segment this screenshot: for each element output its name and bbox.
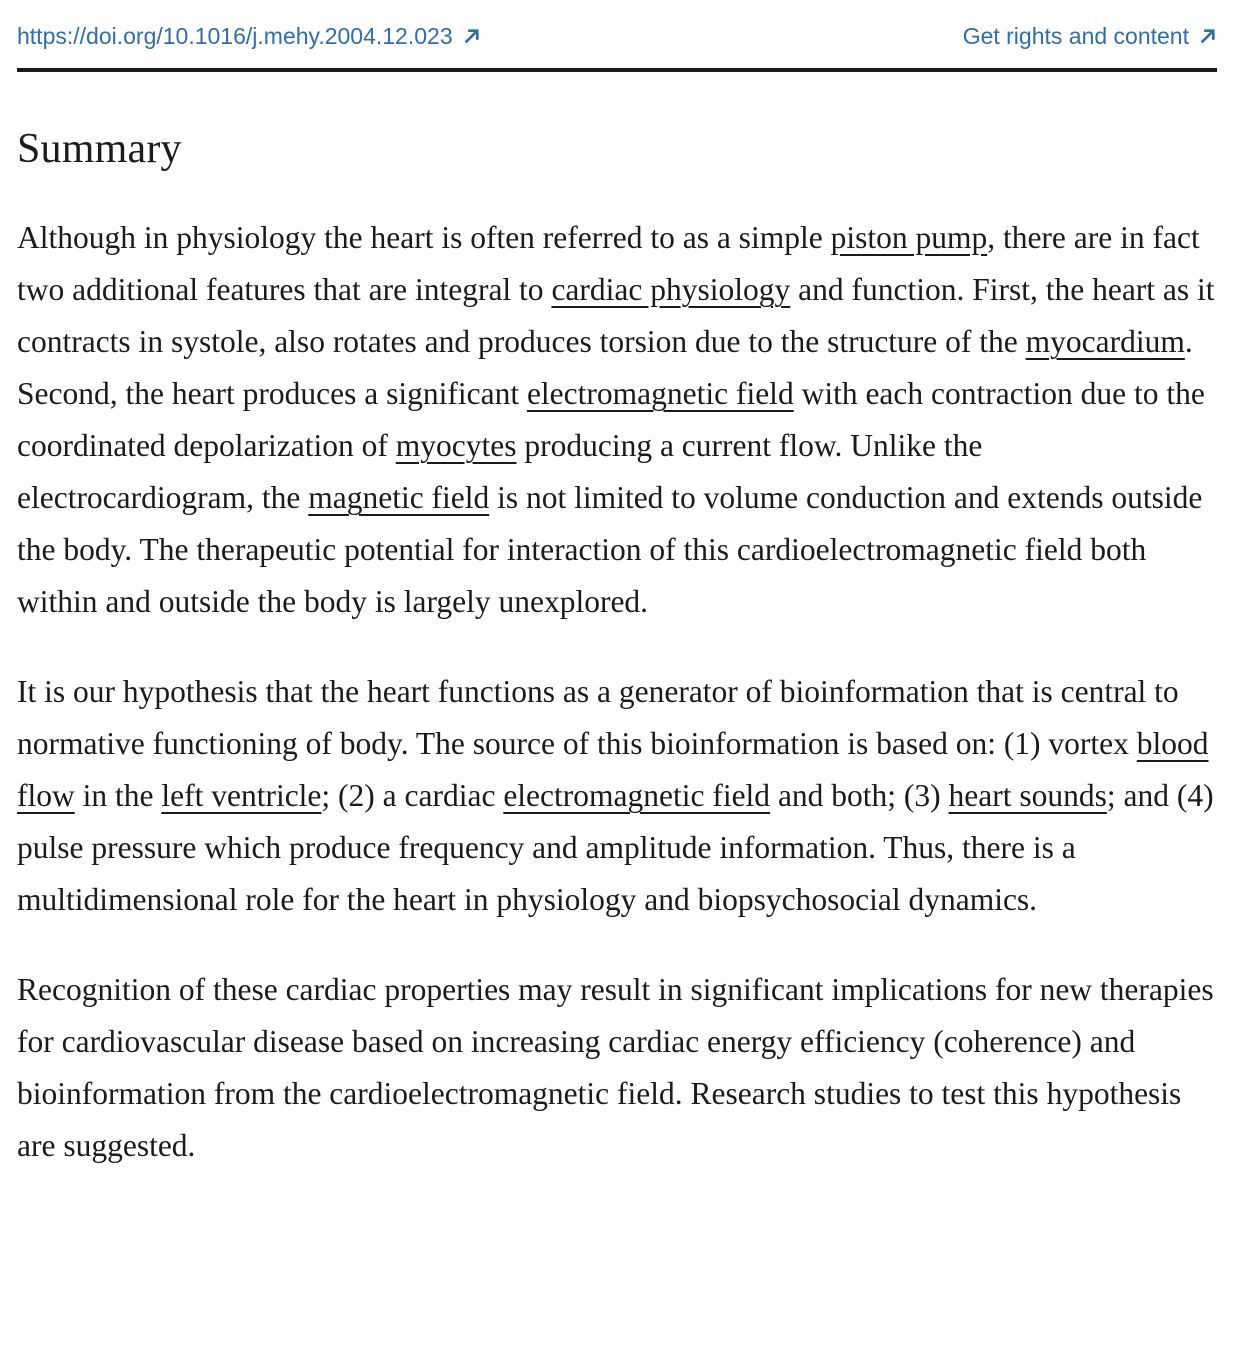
doi-link-label: https://doi.org/10.1016/j.mehy.2004.12.023 xyxy=(17,23,453,49)
section-divider xyxy=(17,68,1217,72)
external-link-arrow-icon xyxy=(462,27,481,46)
inline-term-link[interactable]: myocardium xyxy=(1025,324,1185,359)
abstract-paragraph-3: Recognition of these cardiac properties may result in significant implications for new therapies for cardiovascular disease based on increasing cardiac energy efficiency (coherence) and bioinformation from the cardioelectromagnetic field. Research studies to test this hypothesis are suggested. xyxy=(17,972,1214,1163)
inline-term-link[interactable]: heart sounds xyxy=(948,778,1107,813)
abstract-paragraph-2: It is our hypothesis that the heart functions as a generator of bioinformation that is central to normative functioning of body. The source of this bioinformation is based on: (1) vortex blood flow in the left ventricle; (2) a cardiac electromagnetic field and both; (3) heart sounds; and (4) pulse pressure which produce frequency and amplitude information. Thus, there is a multidimensional role for the heart in physiology and biopsychosocial dynamics. xyxy=(17,674,1214,917)
inline-term-link[interactable]: electromagnetic field xyxy=(503,778,771,813)
abstract-body xyxy=(17,212,1217,1172)
summary-heading: Summary xyxy=(17,126,182,172)
get-rights-and-content-link[interactable] xyxy=(963,21,1217,51)
inline-term-link[interactable]: left ventricle xyxy=(161,778,322,813)
inline-term-link[interactable]: piston pump xyxy=(830,220,988,255)
inline-term-link[interactable]: magnetic field xyxy=(308,480,490,515)
doi-link[interactable] xyxy=(17,21,481,51)
inline-term-link[interactable]: cardiac physiology xyxy=(551,272,791,307)
abstract-paragraph-1: Although in physiology the heart is often referred to as a simple piston pump, there are in fact two additional features that are integral to cardiac physiology and function. First, the heart as it contracts in systole, also rotates and produces torsion due to the structure of the myocardium. Second, the heart produces a significant electromagnetic field with each contraction due to the coordinated depolarization of myocytes producing a current flow. Unlike the electrocardiogram, the magnetic field is not limited to volume conduction and extends outside the body. The therapeutic potential for interaction of this cardioelectromagnetic field both within and outside the body is largely unexplored. xyxy=(17,220,1215,619)
inline-term-link[interactable]: electromagnetic field xyxy=(526,376,794,411)
get-rights-link-label: Get rights and content xyxy=(962,23,1189,49)
external-link-arrow-icon xyxy=(1198,27,1217,46)
inline-term-link[interactable]: blood flow xyxy=(17,726,1209,813)
article-links-header xyxy=(17,21,1217,51)
inline-term-link[interactable]: myocytes xyxy=(395,428,517,463)
